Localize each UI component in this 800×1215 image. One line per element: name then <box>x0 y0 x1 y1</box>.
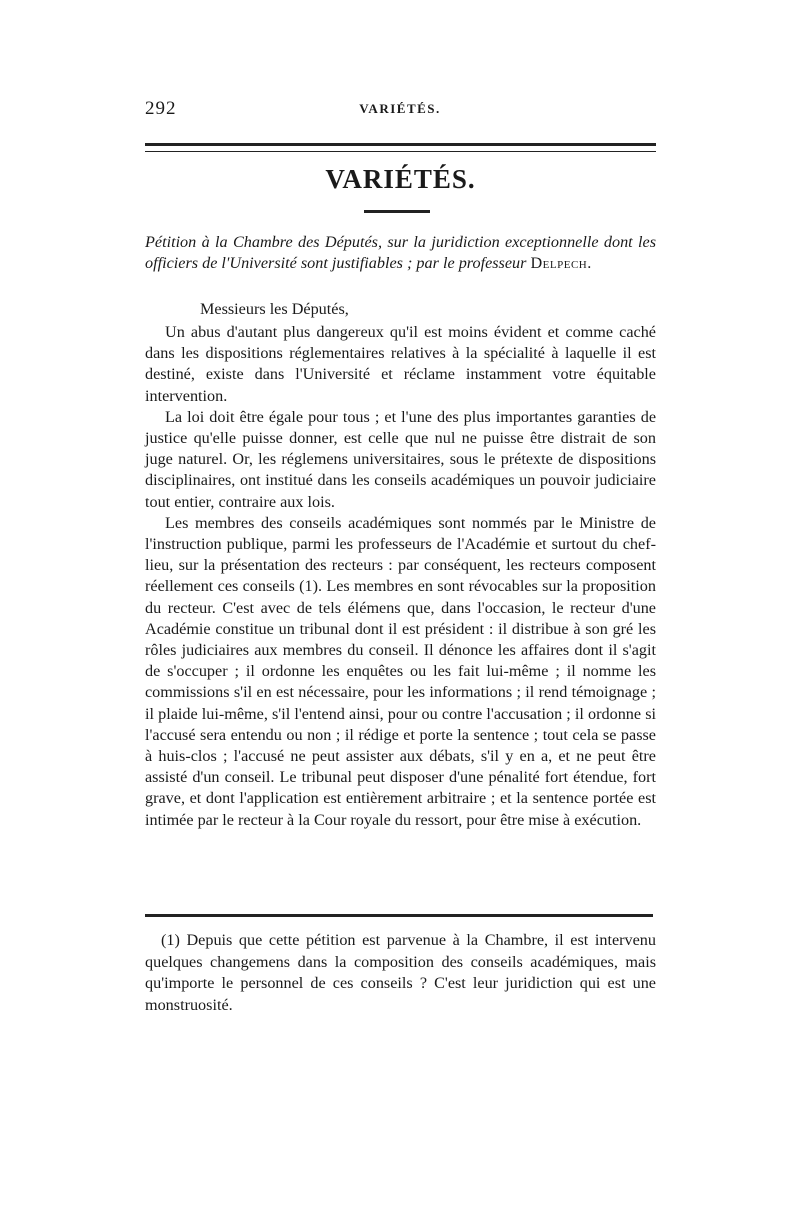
section-title: VARIÉTÉS. <box>325 164 476 194</box>
header-double-rule <box>145 143 656 152</box>
footnote: (1) Depuis que cette pétition est parvenue à la Chambre, il est intervenu quelques changemens dans la composition des conseils académiques, mais qu'importe le personnel de ces conseils ? C'est leur juridiction qui est une monstruosité. <box>145 931 656 1014</box>
running-title: VARIÉTÉS. <box>359 101 441 116</box>
petition-heading <box>145 232 656 274</box>
paragraph: Les membres des conseils académiques sont nommés par le Ministre de l'instruction publique, parmi les professeurs de l'Académie et surtout du chef-lieu, sur la présentation des recteurs : par conséquent, les recteurs composent réellement ces conseils (1). Les membres en sont révocables sur la proposition du recteur. C'est avec de tels élémens que, dans l'occasion, le recteur d'une Académie constitue un tribunal dont il est président : il distribue à son gré les rôles judiciaires aux membres du conseil. Il dénonce les affaires dont il s'agit de s'occuper ; il ordonne les enquêtes ou les fait lui-même ; il nomme les commissions s'il en est nécessaire, pour les informations ; il rend témoignage ; il plaide lui-même, s'il l'entend ainsi, pour ou contre l'accusation ; il ordonne si l'accusé sera entendu ou non ; il rédige et porte la sentence ; tout cela se passe à huis-clos ; l'accusé ne peut assister aux débats, s'il y en a, et ne peut être assisté d'un conseil. Le tribunal peut disposer d'une pénalité fort étendue, fort grave, et dont l'application est entièrement arbitraire ; et la sentence portée est intimée par le recteur à la Cour royale du ressort, pour être mise à exécution. <box>145 513 656 829</box>
paragraph: Un abus d'autant plus dangereux qu'il est moins évident et comme caché dans les dispositions réglementaires relatives à la spécialité à laquelle il est destiné, existe dans l'Université et réclame instamment votre équitable intervention. <box>145 323 656 405</box>
petition-author: Delpech. <box>530 254 592 272</box>
paragraph: La loi doit être égale pour tous ; et l'une des plus importantes garanties de justice qu'elle puisse donner, est celle que nul ne puisse être distrait de son juge naturel. Or, les réglemens universitaires, sous le prétexte de dispositions disciplinaires, ont institué dans les conseils académiques un pouvoir judiciaire tout entier, contraire aux lois. <box>145 407 656 511</box>
petition-heading-text: Pétition à la Chambre des Députés, sur la juridiction exceptionnelle dont les officiers de l'Université sont justifiables ; par le professeur <box>145 233 656 272</box>
page-number: 292 <box>145 98 177 119</box>
title-dash-divider <box>364 210 430 213</box>
running-head <box>145 98 655 122</box>
footnote-rule <box>145 914 653 917</box>
article-body <box>145 322 656 831</box>
salutation: Messieurs les Députés, <box>200 300 349 318</box>
